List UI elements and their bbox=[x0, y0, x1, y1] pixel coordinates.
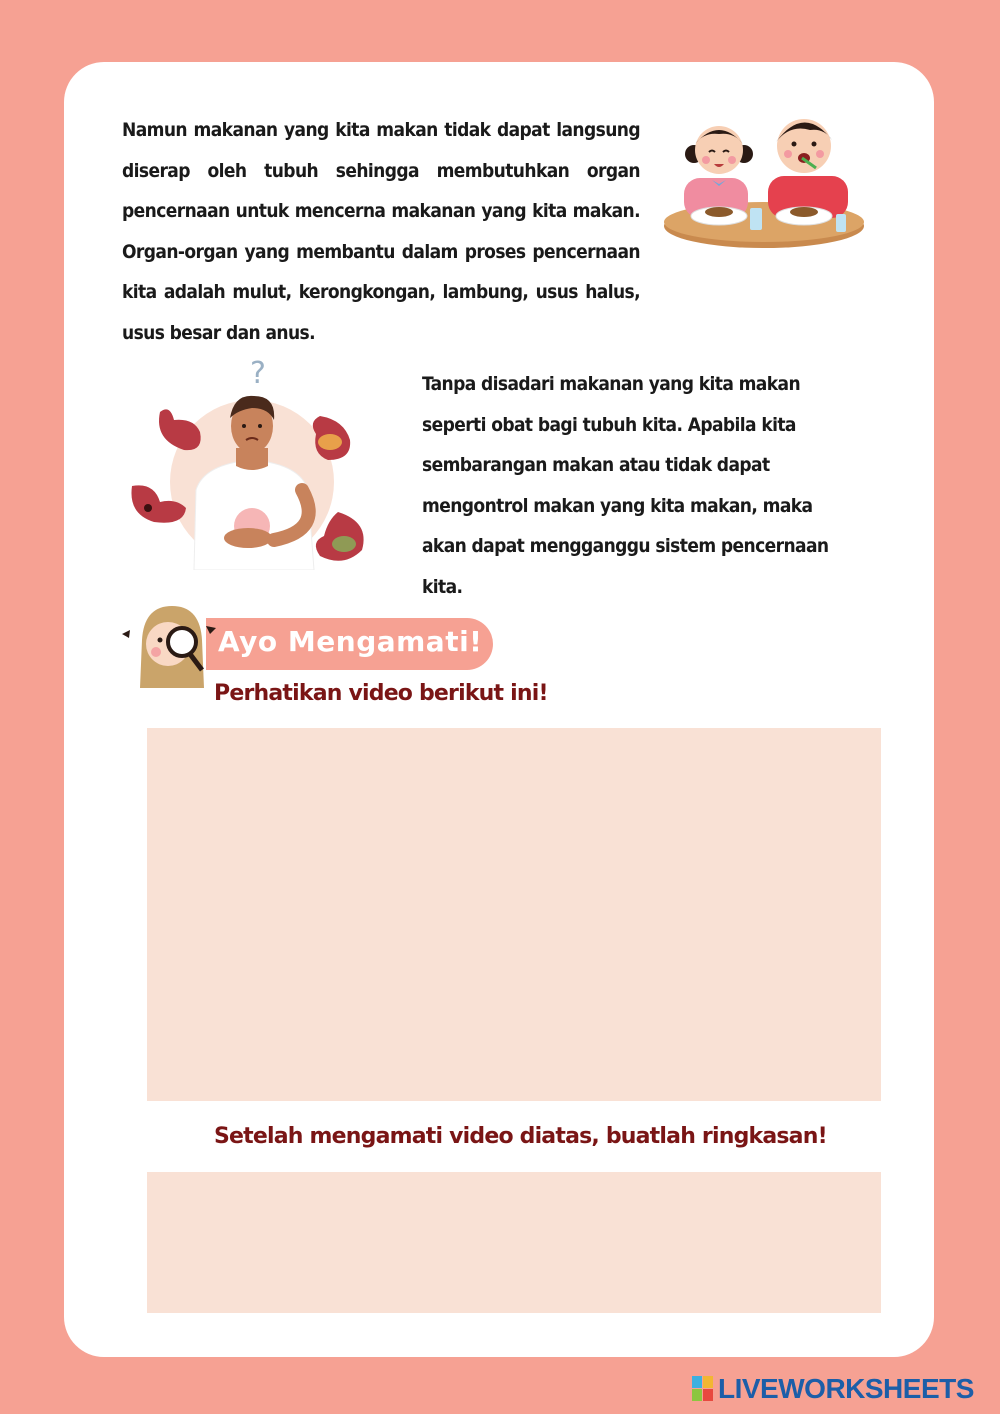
glass-left bbox=[750, 208, 762, 230]
intro-paragraph: Namun makanan yang kita makan tidak dapat langsung diserap oleh tubuh sehingga membutuhkan organ pencernaan untuk mencerna makanan yang kita makan. Organ-organ yang membantu dalam proses pencernaan kita adalah mulut, kerongkongan, lambung, usus halus, usus besar dan anus. bbox=[122, 119, 640, 344]
stomach-icon bbox=[159, 409, 201, 450]
children-eating-illustration bbox=[664, 110, 870, 252]
video-placeholder[interactable] bbox=[147, 728, 881, 1101]
summary-answer-box[interactable] bbox=[147, 1172, 881, 1313]
girl-magnifier-icon bbox=[120, 600, 220, 688]
video-instruction: Perhatikan video berikut ini! bbox=[214, 681, 548, 706]
boy-figure bbox=[768, 119, 848, 218]
magnifier-icon bbox=[168, 628, 196, 656]
liveworksheets-brand bbox=[692, 1374, 974, 1404]
activity-title: Ayo Mengamati! bbox=[218, 625, 483, 658]
question-mark: ? bbox=[250, 356, 266, 391]
liveworksheets-logo-icon bbox=[692, 1376, 714, 1402]
brand-name: LIVEWORKSHEETS bbox=[718, 1373, 974, 1404]
warning-paragraph: Tanpa disadari makanan yang kita makan seperti obat bagi tubuh kita. Apabila kita sembarangan makan atau tidak dapat mengontrol makan yang kita makan, maka akan dapat mengganggu sistem pencernaan kita. bbox=[422, 373, 829, 598]
stomach-ache-illustration bbox=[124, 390, 374, 570]
glass-right bbox=[836, 214, 846, 232]
summary-instruction: Setelah mengamati video diatas, buatlah ringkasan! bbox=[214, 1124, 827, 1149]
girl-figure bbox=[684, 126, 753, 218]
